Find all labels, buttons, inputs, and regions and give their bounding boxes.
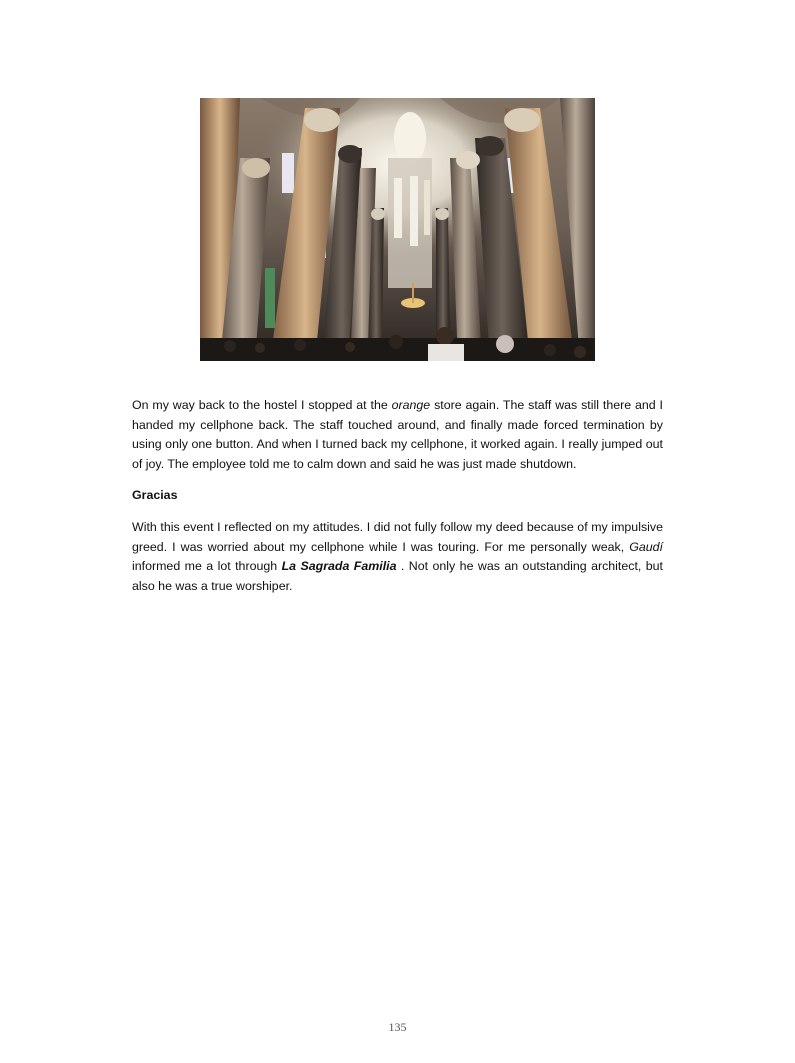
paragraph-reflection [132,518,663,596]
p1-text-2: store again. The staff was still there and I handed my cellphone back. The staff touched around, and finally made forced termination by using only one button. And when I turned back my cellphone, it worked again. I really jumped out of joy. The employee told me to calm down and said he was just made shutdown. [132,398,663,471]
body-text [132,396,663,608]
p1-text-1: On my way back to the hostel I stopped at the [132,398,392,412]
p2-text-3: . Not only he was an outstanding architect, but also he was a true worshiper. [132,559,663,593]
p2-text-2: informed me a lot through [132,559,282,574]
section-heading-gracias: Gracias [132,488,178,503]
page-number: 135 [388,1020,407,1034]
p1-emphasis-orange: orange [391,398,431,412]
p2-strong-sagrada-familia: La Sagrada Familia [281,559,397,574]
p2-emphasis-gaudi: Gaudí [629,539,663,554]
cathedral-photo [200,98,595,361]
paragraph-orange-store [132,396,663,474]
cathedral-illustration [200,98,595,361]
p2-text-1: With this event I reflected on my attitudes. I did not fully follow my deed because of my impulsive greed. I was worried about my cellphone while I was touring. For me personally weak, [132,519,663,554]
